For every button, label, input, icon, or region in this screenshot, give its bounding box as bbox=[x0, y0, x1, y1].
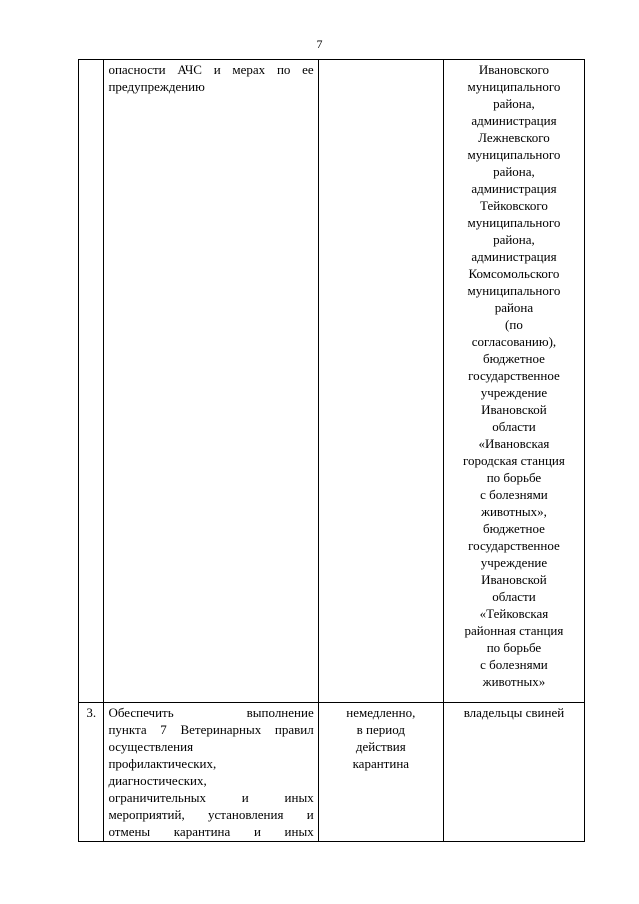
row-number-cell: 3. bbox=[79, 703, 104, 842]
event-line: осуществления bbox=[108, 739, 194, 754]
responsible-line: Комсомольского bbox=[468, 266, 560, 281]
term-line: в период bbox=[356, 722, 405, 737]
responsible-line: государственное bbox=[468, 368, 560, 383]
responsible-line: городская станция bbox=[463, 453, 565, 468]
responsible-line: «Тейковская bbox=[479, 606, 549, 621]
table-row bbox=[79, 60, 585, 703]
responsible-line: владельцы свиней bbox=[463, 705, 565, 720]
event-line: отмены карантина и иных bbox=[108, 824, 314, 839]
responsible-line: согласованию), bbox=[471, 334, 557, 349]
event-cell bbox=[104, 703, 318, 842]
responsible-line: по борьбе bbox=[486, 470, 542, 485]
term-cell bbox=[318, 703, 443, 842]
event-cell bbox=[104, 60, 318, 703]
responsible-cell bbox=[443, 60, 584, 703]
responsible-line: бюджетное bbox=[482, 351, 545, 366]
responsible-line: бюджетное bbox=[482, 521, 545, 536]
responsible-line: Ивановского bbox=[478, 62, 549, 77]
responsible-line: учреждение bbox=[480, 385, 548, 400]
responsible-line: муниципального bbox=[467, 79, 561, 94]
term-cell bbox=[318, 60, 443, 703]
responsible-line: администрация bbox=[471, 113, 557, 128]
event-line: Обеспечить выполнение bbox=[108, 705, 314, 720]
responsible-line: государственное bbox=[468, 538, 560, 553]
responsible-line: с болезнями bbox=[480, 487, 548, 502]
responsible-line: Тейковского bbox=[480, 198, 548, 213]
responsible-line: по борьбе bbox=[486, 640, 542, 655]
event-line: опасности АЧС и мерах по ее bbox=[108, 62, 314, 77]
row-number-cell bbox=[79, 60, 104, 703]
responsible-line: учреждение bbox=[480, 555, 548, 570]
responsible-line: животных» bbox=[482, 674, 546, 689]
responsible-line: области bbox=[492, 589, 536, 604]
term-line: карантина bbox=[352, 756, 410, 771]
page-number: 7 bbox=[316, 37, 323, 51]
responsible-line: района bbox=[494, 300, 534, 315]
responsible-line: районная станция bbox=[464, 623, 564, 638]
responsible-line: района, bbox=[493, 96, 535, 111]
responsible-cell bbox=[443, 703, 584, 842]
responsible-line: Ивановской bbox=[481, 572, 547, 587]
responsible-line: Ивановской bbox=[481, 402, 547, 417]
responsible-line: района, bbox=[493, 164, 535, 179]
responsible-line: муниципального bbox=[467, 283, 561, 298]
event-line: диагностических, bbox=[108, 773, 207, 788]
event-line: пункта 7 Ветеринарных правил bbox=[108, 722, 314, 737]
responsible-line: с болезнями bbox=[480, 657, 548, 672]
measures-table bbox=[78, 59, 585, 842]
event-line: ограничительных и иных bbox=[108, 790, 314, 805]
responsible-line: района, bbox=[493, 232, 535, 247]
responsible-line: животных», bbox=[480, 504, 547, 519]
responsible-line: (по bbox=[505, 317, 523, 332]
responsible-line: «Ивановская bbox=[478, 436, 550, 451]
table-row bbox=[79, 703, 585, 842]
responsible-line: администрация bbox=[471, 249, 557, 264]
event-line: предупреждению bbox=[108, 79, 205, 94]
responsible-line: администрация bbox=[471, 181, 557, 196]
event-line: мероприятий, установления и bbox=[108, 807, 314, 822]
responsible-line: муниципального bbox=[467, 147, 561, 162]
term-line: действия bbox=[355, 739, 406, 754]
responsible-line: области bbox=[492, 419, 536, 434]
term-line: немедленно, bbox=[346, 705, 416, 720]
responsible-line: муниципального bbox=[467, 215, 561, 230]
responsible-line: Лежневского bbox=[478, 130, 550, 145]
event-line: профилактических, bbox=[108, 756, 217, 771]
